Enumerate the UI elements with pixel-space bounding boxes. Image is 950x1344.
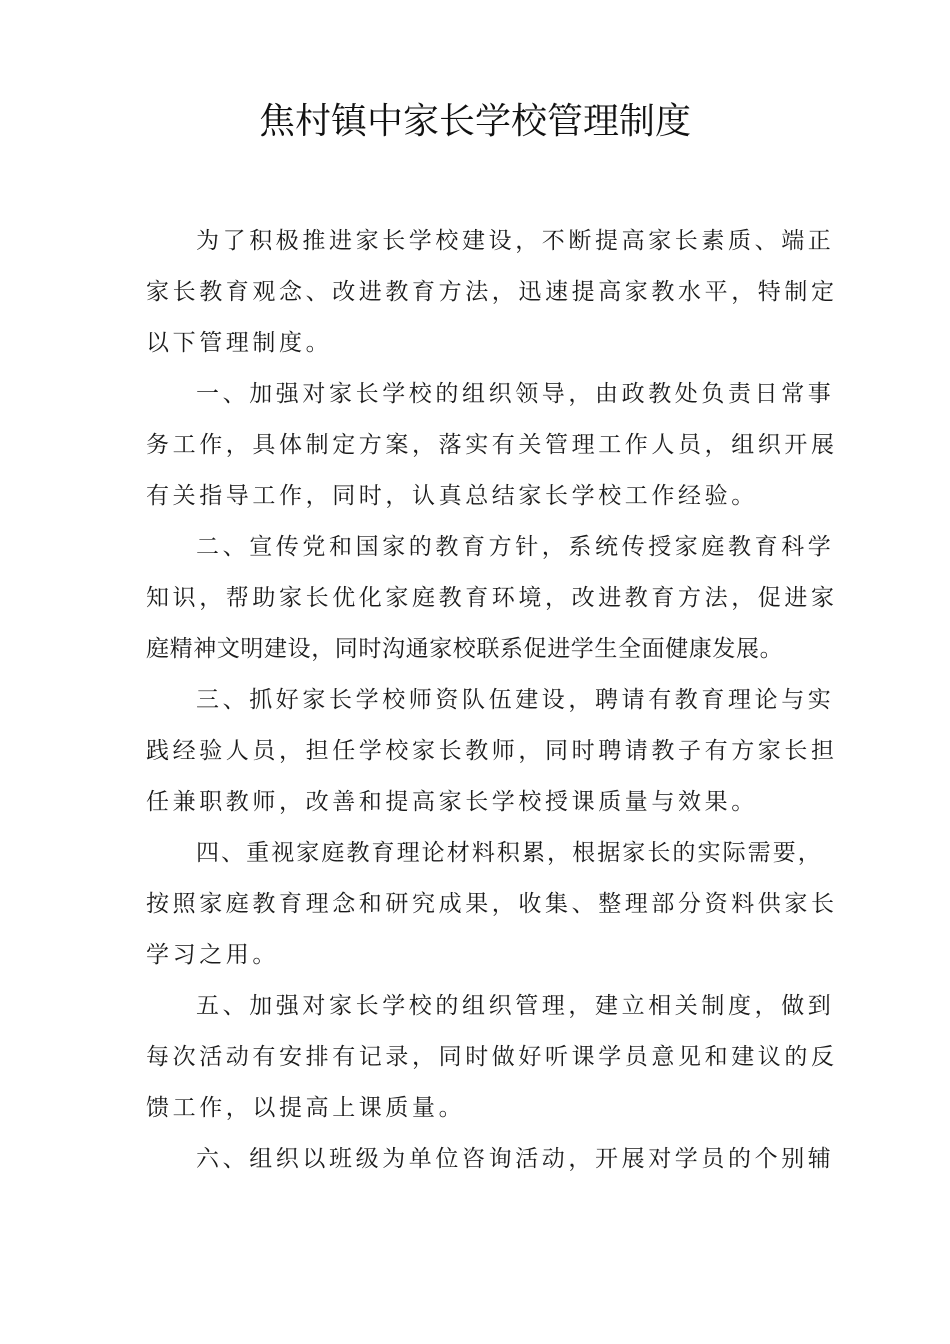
- paragraph-line: 一、加强对家长学校的组织领导，由政教处负责日常事: [196, 381, 835, 407]
- paragraph-line: 践经验人员，担任学校家长教师，同时聘请教子有方家长担: [146, 738, 838, 764]
- paragraph-line: 任兼职教师，改善和提高家长学校授课质量与效果。: [146, 789, 758, 815]
- paragraph-line: 二、宣传党和国家的教育方针，系统传授家庭教育科学: [196, 534, 835, 560]
- paragraph-line: 四、重视家庭教育理论材料积累，根据家长的实际需要，: [196, 840, 822, 866]
- paragraph-line: 以下管理制度。: [146, 330, 333, 356]
- paragraph-item-3: [146, 675, 838, 828]
- paragraph-line: 学习之用。: [146, 942, 279, 968]
- paragraph-item-5: [146, 981, 838, 1134]
- paragraph-line: 庭精神文明建设，同时沟通家校联系促进学生全面健康发展。: [146, 636, 784, 662]
- paragraph-item-4: [146, 828, 838, 981]
- paragraph-line: 馈工作，以提高上课质量。: [146, 1095, 466, 1121]
- paragraph-line: 知识，帮助家长优化家庭教育环境，改进教育方法，促进家: [146, 585, 838, 611]
- paragraph-line: 按照家庭教育理念和研究成果，收集、整理部分资料供家长: [146, 891, 838, 917]
- paragraph-item-2: [146, 522, 838, 675]
- paragraph-line: 每次活动有安排有记录，同时做好听课学员意见和建议的反: [146, 1044, 838, 1070]
- paragraph-line: 六、组织以班级为单位咨询活动，开展对学员的个别辅: [196, 1146, 835, 1172]
- document-body: [146, 216, 838, 1185]
- paragraph-item-1: [146, 369, 838, 522]
- paragraph-line: 三、抓好家长学校师资队伍建设，聘请有教育理论与实: [196, 687, 835, 713]
- paragraph-line: 五、加强对家长学校的组织管理，建立相关制度，做到: [196, 993, 835, 1019]
- paragraph-line: 务工作，具体制定方案，落实有关管理工作人员，组织开展: [146, 432, 838, 458]
- document-title: 焦村镇中家长学校管理制度: [258, 101, 691, 142]
- paragraph-item-6: [146, 1134, 835, 1185]
- paragraph-intro: [146, 216, 838, 369]
- paragraph-line: 有关指导工作，同时，认真总结家长学校工作经验。: [146, 483, 758, 509]
- paragraph-line: 为了积极推进家长学校建设，不断提高家长素质、端正: [196, 228, 835, 254]
- paragraph-line: 家长教育观念、改进教育方法，迅速提高家教水平，特制定: [146, 279, 838, 305]
